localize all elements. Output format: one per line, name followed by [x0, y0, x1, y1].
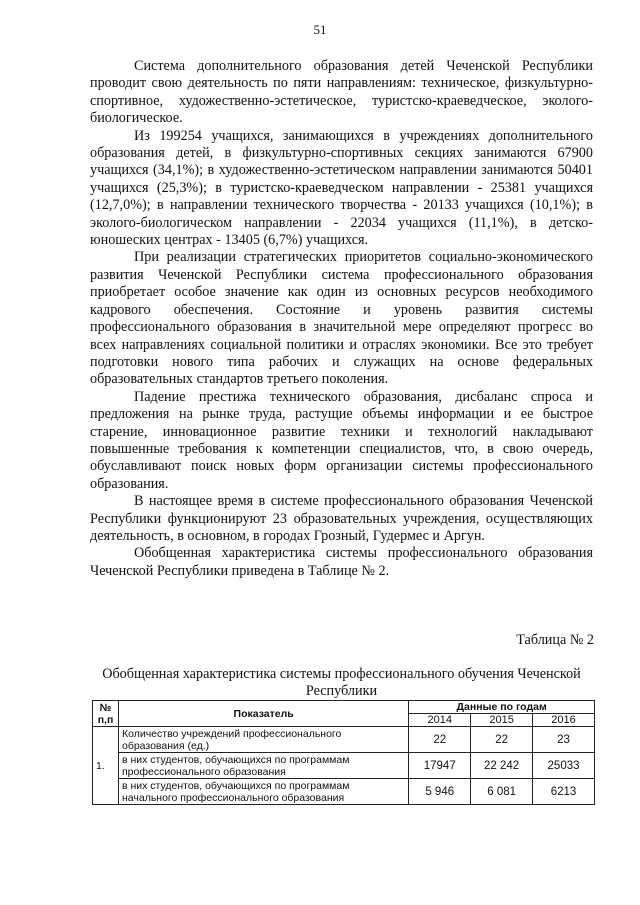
table-row — [93, 779, 595, 805]
paragraph-6: Обобщенная характеристика системы профессионального образования Чеченской Республики приведена в Таблице № 2. — [90, 545, 593, 579]
paragraph-5: В настоящее время в системе профессионального образования Чеченской Республики функционируют 23 образовательных учреждения, осуществляющих деятельность, в основном, в городах Грозный, Гудермес и Аргун. — [90, 493, 593, 544]
row-indicator: в них студентов, обучающихся по программам начального профессионального образования — [118, 779, 408, 805]
paragraph-2: Из 199254 учащихся, занимающихся в учреждениях дополнительного образования детей, в физкультурно-спортивных секциях занимаются 67900 учащихся (34,1%); в художественно-эстетическом направлении занимаются 50401 учащихся (25,3%); в туристско-краеведческом направлении - 25381 учащихся (12,7,0%); в направлении технического творчества - 20133 учащихся (10,1%); в эколого-биологическом направлении - 22034 учащихся (11,1%), в детско-юношеских центрах - 13405 (6,7%) учащихся. — [90, 127, 593, 249]
header-year-2014: 2014 — [409, 714, 471, 727]
body-text — [90, 58, 593, 580]
row-value: 5 946 — [409, 779, 471, 805]
row-value: 22 — [409, 727, 471, 753]
header-year-2015: 2015 — [471, 714, 533, 727]
row-value: 25033 — [533, 753, 595, 779]
table-row — [93, 727, 595, 753]
header-years-group: Данные по годам — [409, 701, 595, 714]
page-number: 51 — [313, 22, 327, 37]
row-value: 23 — [533, 727, 595, 753]
row-value: 6 081 — [471, 779, 533, 805]
table-title: Обобщенная характеристика системы профессионального обучения Чеченской Республики — [102, 666, 581, 700]
row-value: 22 — [471, 727, 533, 753]
paragraph-4: Падение престижа технического образования, дисбаланс спроса и предложения на рынке труда, растущие объемы информации и ее быстрое старение, инновационное развитие техники и технологий накладывают повышенные требования к компетенции специалистов, что, в свою очередь, обуславливают поиск новых форм организации системы профессионального образования. — [90, 388, 593, 492]
paragraph-1: Система дополнительного образования детей Чеченской Республики проводит свою деятельность по пяти направлениям: техническое, физкультурно-спортивное, художественно-эстетическое, туристско-краеведческое, эколого-биологическое. — [90, 58, 593, 127]
paragraph-3: При реализации стратегических приоритетов социально-экономического развития Чеченской Республики система профессионального образования приобретает особое значение как один из основных ресурсов необходимого кадрового обеспечения. Состояние и уровень развития системы профессионального образования в значительной мере определяют прогресс во всех направлениях социальной политики и отраслях экономики. Все это требует подготовки нового типа рабочих и служащих на основе федеральных образовательных стандартов третьего поколения. — [90, 249, 593, 388]
header-num: № п,п — [93, 701, 119, 727]
header-year-2016: 2016 — [533, 714, 595, 727]
row-num: 1. — [93, 727, 119, 805]
header-indicator: Показатель — [118, 701, 408, 727]
table-label: Таблица № 2 — [516, 632, 594, 648]
row-value: 17947 — [409, 753, 471, 779]
data-table — [92, 700, 595, 805]
row-indicator: Количество учреждений профессионального образования (ед.) — [118, 727, 408, 753]
row-value: 6213 — [533, 779, 595, 805]
row-indicator: в них студентов, обучающихся по программам профессионального образования — [118, 753, 408, 779]
table-row — [93, 753, 595, 779]
row-value: 22 242 — [471, 753, 533, 779]
